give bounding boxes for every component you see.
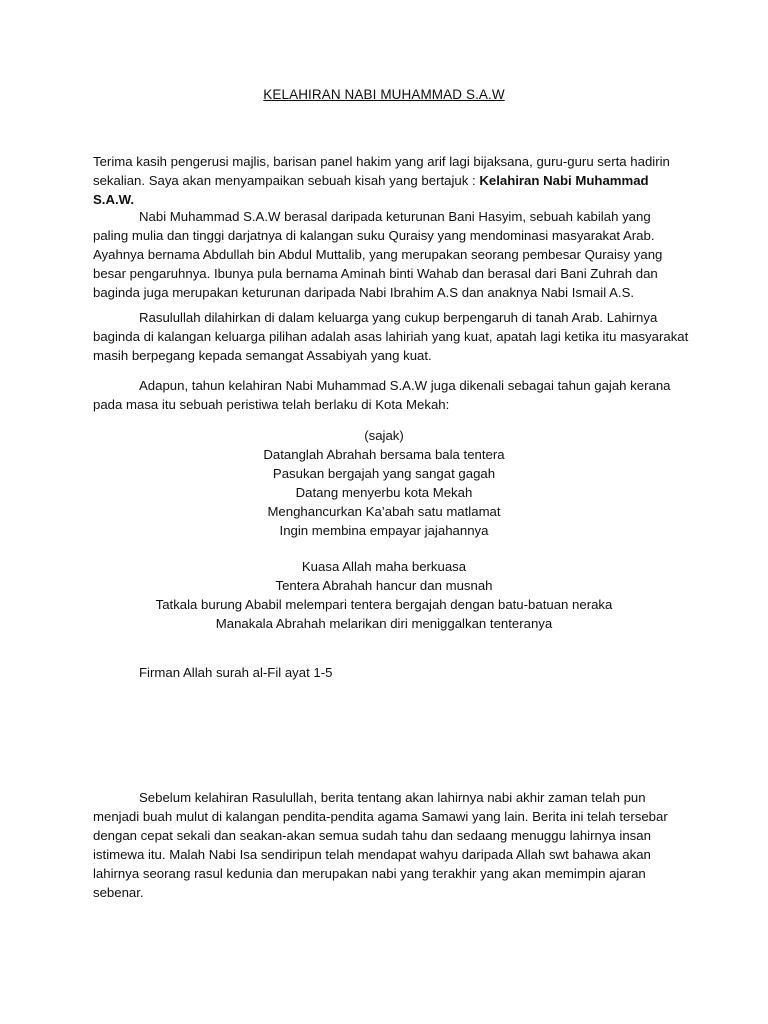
poem2-line-1: Kuasa Allah maha berkuasa bbox=[301, 559, 467, 574]
intro-line-2-text: sekalian. Saya akan menyampaikan sebuah kisah yang bertajuk : bbox=[93, 173, 480, 188]
intro-paragraph bbox=[93, 152, 693, 209]
para4-line-1-text: Sebelum kelahiran Rasulullah, berita tentang akan lahirnya nabi akhir zaman telah pun bbox=[139, 790, 646, 805]
poem2-line-3: Tatkala burung Ababil melempari tentera bergajah dengan batu-batuan neraka bbox=[155, 597, 613, 612]
firman-reference: Firman Allah surah al-Fil ayat 1-5 bbox=[139, 665, 333, 680]
para2-line-1-text: Rasulullah dilahirkan di dalam keluarga yang cukup berpengaruh di tanah Arab. Lahirnya bbox=[139, 310, 658, 325]
poem1-line-6: Ingin membina empayar jajahannya bbox=[279, 523, 489, 538]
para4-line-4: istimewa itu. Malah Nabi Isa sendiripun telah mendapat wahyu daripada Allah swt bahawa akan bbox=[93, 847, 651, 862]
para1-line-5: baginda juga merupakan keturunan daripada Nabi Ibrahim A.S dan anaknya Nabi Ismail A.S. bbox=[93, 285, 635, 300]
poem1-line-4: Datang menyerbu kota Mekah bbox=[295, 485, 473, 500]
para4-line-5: lahirnya seorang rasul kedunia dan merupakan nabi yang terakhir yang akan memimpin ajaran bbox=[93, 866, 646, 881]
para4-line-1 bbox=[93, 788, 693, 807]
paragraph-birth-family bbox=[93, 308, 693, 365]
paragraph-prophecy bbox=[93, 788, 693, 902]
paragraph-lineage bbox=[93, 207, 693, 302]
poem1-line-5: Menghancurkan Ka’abah satu matlamat bbox=[267, 504, 501, 519]
para2-line-1 bbox=[93, 308, 693, 327]
poem-stanza-2 bbox=[0, 557, 768, 633]
para2-line-2: baginda di kalangan keluarga pilihan adalah asas lahiriah yang kuat, apatah lagi ketika itu masyarakat bbox=[93, 329, 689, 344]
para4-line-2: menjadi buah mulut di kalangan pendita-pendita agama Samawi yang lain. Berita ini telah tersebar bbox=[93, 809, 668, 824]
document-title: KELAHIRAN NABI MUHAMMAD S.A.W bbox=[263, 87, 505, 102]
para3-line-1 bbox=[93, 376, 693, 395]
para1-line-2: paling mulia dan tinggi darjatnya di kalangan suku Quraisy yang mendominasi masyarakat Arab. bbox=[93, 228, 655, 243]
poem1-line-1: (sajak) bbox=[364, 428, 404, 443]
para2-line-3: masih berpegang kepada semangat Assabiyah yang kuat. bbox=[93, 348, 432, 363]
paragraph-year-of-elephant bbox=[93, 376, 693, 414]
poem1-line-2: Datanglah Abrahah bersama bala tentera bbox=[263, 447, 505, 462]
poem2-line-2: Tentera Abrahah hancur dan musnah bbox=[275, 578, 493, 593]
para4-line-6: sebenar. bbox=[93, 885, 144, 900]
intro-line-2 bbox=[93, 171, 693, 209]
para1-line-3: Ayahnya bernama Abdullah bin Abdul Muttalib, yang merupakan seorang pembesar Quraisy yang bbox=[93, 247, 663, 262]
story-title: Kelahiran Nabi Muhammad S.A.W. bbox=[93, 173, 649, 207]
poem-stanza-1 bbox=[0, 426, 768, 540]
para4-line-3: dengan cepat sekali dan seakan-akan semua sudah tahu dan sedaang menuggu lahirnya insan bbox=[93, 828, 651, 843]
para1-line-4: besar pengaruhnya. Ibunya pula bernama Aminah binti Wahab dan berasal dari Bani Zuhrah dan bbox=[93, 266, 658, 281]
para1-line-1 bbox=[93, 207, 693, 226]
para1-line-1-text: Nabi Muhammad S.A.W berasal daripada keturunan Bani Hasyim, sebuah kabilah yang bbox=[139, 209, 651, 224]
para3-line-1-text: Adapun, tahun kelahiran Nabi Muhammad S.A.W juga dikenali sebagai tahun gajah kerana bbox=[139, 378, 671, 393]
poem2-line-4: Manakala Abrahah melarikan diri meniggalkan tenteranya bbox=[215, 616, 553, 631]
para3-line-2: pada masa itu sebuah peristiwa telah berlaku di Kota Mekah: bbox=[93, 397, 450, 412]
intro-line-1: Terima kasih pengerusi majlis, barisan panel hakim yang arif lagi bijaksana, guru-guru serta hadirin bbox=[93, 154, 670, 169]
poem1-line-3: Pasukan bergajah yang sangat gagah bbox=[272, 466, 496, 481]
